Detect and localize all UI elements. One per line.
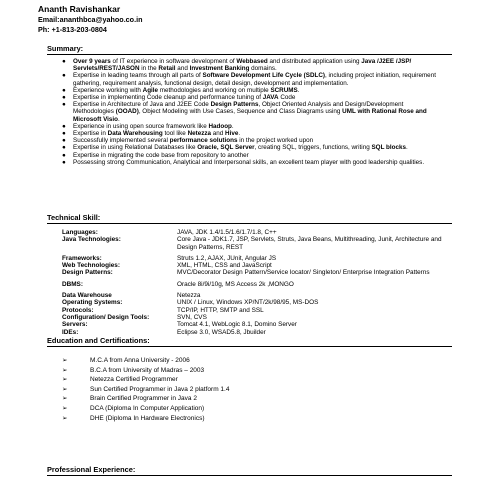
skill-row (62, 236, 452, 251)
summary-item (62, 72, 445, 87)
education-divider (47, 346, 452, 347)
skill-values: Oracle 8i/9i/10g, MS Access 2k ,MONGO (177, 280, 294, 288)
skill-category: Web Technologies: (62, 262, 120, 270)
summary-item (62, 122, 445, 130)
skill-category: Protocols: (62, 306, 94, 314)
bullet-dot-icon: ● (62, 86, 66, 94)
skill-values: UNIX / Linux, Windows XP/NT/2k/98/95, MS-DOS (177, 299, 319, 307)
bullet-dot-icon: ● (62, 122, 66, 130)
skill-row (62, 277, 452, 288)
bullet-dot-icon: ● (62, 58, 66, 65)
skill-values: MVC/Decorator Design Pattern/Service locator/ Singleton/ Enterprise Integration Patterns (177, 269, 430, 277)
summary-item (62, 158, 445, 166)
summary-item (62, 101, 445, 123)
summary-text: , creating SQL, triggers, functions, writing (254, 144, 372, 152)
skill-row (62, 314, 452, 321)
arrowhead-icon: ➢ (62, 357, 68, 364)
summary-item (62, 151, 445, 159)
summary-emphasis: Java /J2EE /JSP/ Servlets/REST/JASON (73, 58, 412, 73)
skill-row (62, 229, 452, 236)
skill-values: Netezza (177, 292, 201, 300)
summary-item (62, 58, 445, 73)
skill-row (62, 321, 452, 328)
summary-text: . (231, 122, 234, 130)
bullet-dot-icon: ● (62, 130, 66, 138)
education-text: M.C.A from Anna University - 2006 (90, 357, 190, 364)
summary-text: tool like (162, 130, 188, 138)
skill-row (62, 299, 452, 306)
summary-emphasis: Webbased (236, 58, 268, 65)
technical-skill-divider (47, 223, 452, 224)
skill-row (62, 329, 452, 336)
education-list (62, 356, 229, 423)
summary-text: . (406, 144, 408, 152)
summary-emphasis: Hive (225, 130, 239, 138)
education-item (62, 375, 229, 385)
skill-values: Core Java - JDK1.7, JSP, Servlets, Struts, Java Beans, Multithreading, Junit, Architecture and Design Patterns, REST (177, 236, 442, 251)
summary-text: Expertise in leading teams through all parts of (73, 72, 203, 80)
skill-values: Eclipse 3.0, WSAD5.8, Jbuilder (177, 328, 266, 336)
skill-category: Languages: (62, 229, 98, 236)
summary-emphasis: Hadoop (208, 122, 232, 130)
education-item (62, 394, 229, 404)
skill-values: XML, HTML, CSS and JavaScript (177, 262, 272, 270)
summary-emphasis: (OOAD) (115, 108, 139, 116)
candidate-phone: Ph: +1-813-203-0804 (38, 25, 107, 34)
skill-values: Tomcat 4.1, WebLogic 8.1, Domino Server (177, 321, 297, 329)
arrowhead-icon: ➢ (62, 366, 68, 374)
skill-category: Frameworks: (62, 254, 102, 262)
skill-values: TCP/IP, HTTP, SMTP and SSL (177, 306, 264, 314)
skill-row (62, 269, 452, 276)
summary-emphasis: SCRUMS (270, 86, 298, 94)
summary-emphasis: Software Development Life Cycle (SDLC) (202, 72, 325, 80)
arrowhead-icon: ➢ (62, 414, 68, 422)
summary-emphasis: Oracle, SQL Server (197, 144, 255, 152)
skill-values: Struts 1.2, AJAX, JUnit, Angular JS (177, 254, 277, 262)
bullet-dot-icon: ● (62, 144, 66, 152)
skill-row (62, 288, 452, 299)
education-text: DHE (Diploma In Hardware Electronics) (90, 414, 205, 422)
bullet-dot-icon: ● (62, 158, 66, 166)
arrowhead-icon: ➢ (62, 395, 68, 403)
education-text: Sun Certified Programmer in Java 2 platform 1.4 (90, 385, 230, 393)
skill-row (62, 251, 452, 262)
summary-text: , Object Oriented Analysis and Design/Development Methodologies (73, 101, 404, 116)
skill-category: Servers: (62, 321, 88, 329)
skill-category: Configuration/ Design Tools: (62, 313, 150, 321)
skill-row (62, 262, 452, 269)
summary-text: Expertise in migrating the code base from repository to another (73, 151, 249, 159)
skill-category: IDEs: (62, 328, 79, 336)
education-text: Brain Certified Programmer in Java 2 (90, 395, 197, 403)
summary-emphasis: Netezza (187, 130, 212, 138)
summary-text: and (211, 130, 226, 138)
summary-emphasis: UML with Rational Rose and Microsoft Visio (73, 108, 427, 123)
technical-skill-table (62, 229, 452, 336)
skill-row (62, 307, 452, 314)
education-text: DCA (Diploma In Computer Application) (90, 404, 205, 412)
summary-text: Experience working with (73, 86, 143, 94)
education-item (62, 385, 229, 395)
summary-emphasis: Over 9 years (73, 58, 111, 65)
summary-emphasis: Retail (158, 65, 176, 73)
bullet-dot-icon: ● (62, 137, 66, 145)
summary-item (62, 86, 445, 94)
education-item (62, 414, 229, 424)
summary-item (62, 130, 445, 138)
professional-experience-divider (47, 475, 452, 476)
summary-item (62, 137, 445, 145)
education-heading: Education and Certifications: (47, 336, 150, 345)
arrowhead-icon: ➢ (62, 404, 68, 412)
bullet-dot-icon: ● (62, 94, 66, 102)
education-text: B.C.A from University of Madras – 2003 (90, 366, 205, 374)
summary-emphasis: performance solutions (169, 137, 238, 145)
summary-text: methodologies and working on multiple (158, 86, 271, 94)
bullet-dot-icon: ● (62, 101, 66, 109)
summary-text: of IT experience in software development of (110, 58, 237, 65)
summary-text: and distributed application using (267, 58, 362, 65)
summary-divider (47, 54, 452, 55)
summary-item (62, 144, 445, 152)
skill-values: JAVA, JDK 1.4/1.5/1.6/1.7/1.8, C++ (177, 229, 277, 236)
summary-text: Expertise in Architecture of Java and J2EE Code (73, 101, 211, 109)
education-item (62, 404, 229, 414)
skill-category: DBMS: (62, 280, 83, 288)
summary-text: , including project initiation, requirement gathering, requirement analysis, functional design, detail design, development and implementation. (73, 72, 436, 87)
summary-emphasis: JAVA (262, 94, 279, 102)
summary-text: . (238, 130, 241, 138)
education-item (62, 366, 229, 376)
summary-text: Experience in using open source framework like (73, 122, 209, 130)
summary-text: Expertise in implementing Code cleanup and performance tuning of (73, 94, 263, 102)
summary-emphasis: SQL blocks (371, 144, 406, 152)
skill-category: Java Technologies: (62, 236, 121, 244)
summary-text: Expertise in (73, 130, 108, 138)
skill-category: Design Patterns: (62, 269, 113, 277)
candidate-email: Email:ananthbca@yahoo.co.in (38, 15, 143, 24)
summary-text: domains. (249, 65, 277, 73)
candidate-name: Ananth Ravishankar (38, 4, 121, 14)
bullet-dot-icon: ● (62, 151, 66, 159)
education-item (62, 356, 229, 366)
summary-text: Successfully implemented several (73, 137, 170, 145)
summary-text: Possessing strong Communication, Analytical and Interpersonal skills, an excellent team player with good leadership qualities. (73, 158, 425, 166)
skill-category: Operating Systems: (62, 299, 123, 307)
summary-text: . (118, 115, 120, 123)
summary-text: in the (139, 65, 159, 73)
summary-text: . (297, 86, 300, 94)
summary-list (62, 58, 445, 166)
skill-category: Data Warehouse (62, 292, 112, 300)
summary-heading: Summary: (47, 44, 84, 53)
summary-text: in the project worked upon (237, 137, 314, 145)
skill-values: SVN, CVS (177, 313, 207, 321)
arrowhead-icon: ➢ (62, 385, 68, 393)
summary-text: Code (278, 94, 296, 102)
summary-text: Expertise in using Relational Databases like (73, 144, 198, 152)
summary-text: , Object Modeling with Use Cases, Sequence and Class Diagrams using (138, 108, 343, 116)
bullet-dot-icon: ● (62, 72, 66, 80)
summary-item (62, 94, 445, 102)
technical-skill-heading: Technical Skill: (47, 213, 101, 222)
education-text: Netezza Certified Programmer (90, 376, 178, 384)
professional-experience-heading: Professional Experience: (47, 465, 136, 474)
summary-emphasis: Investment Banking (189, 65, 250, 73)
summary-emphasis: Design Patterns (210, 101, 259, 109)
summary-emphasis: Agile (142, 86, 159, 94)
arrowhead-icon: ➢ (62, 376, 68, 384)
summary-emphasis: Data Warehousing (107, 130, 163, 138)
summary-text: and (175, 65, 190, 73)
